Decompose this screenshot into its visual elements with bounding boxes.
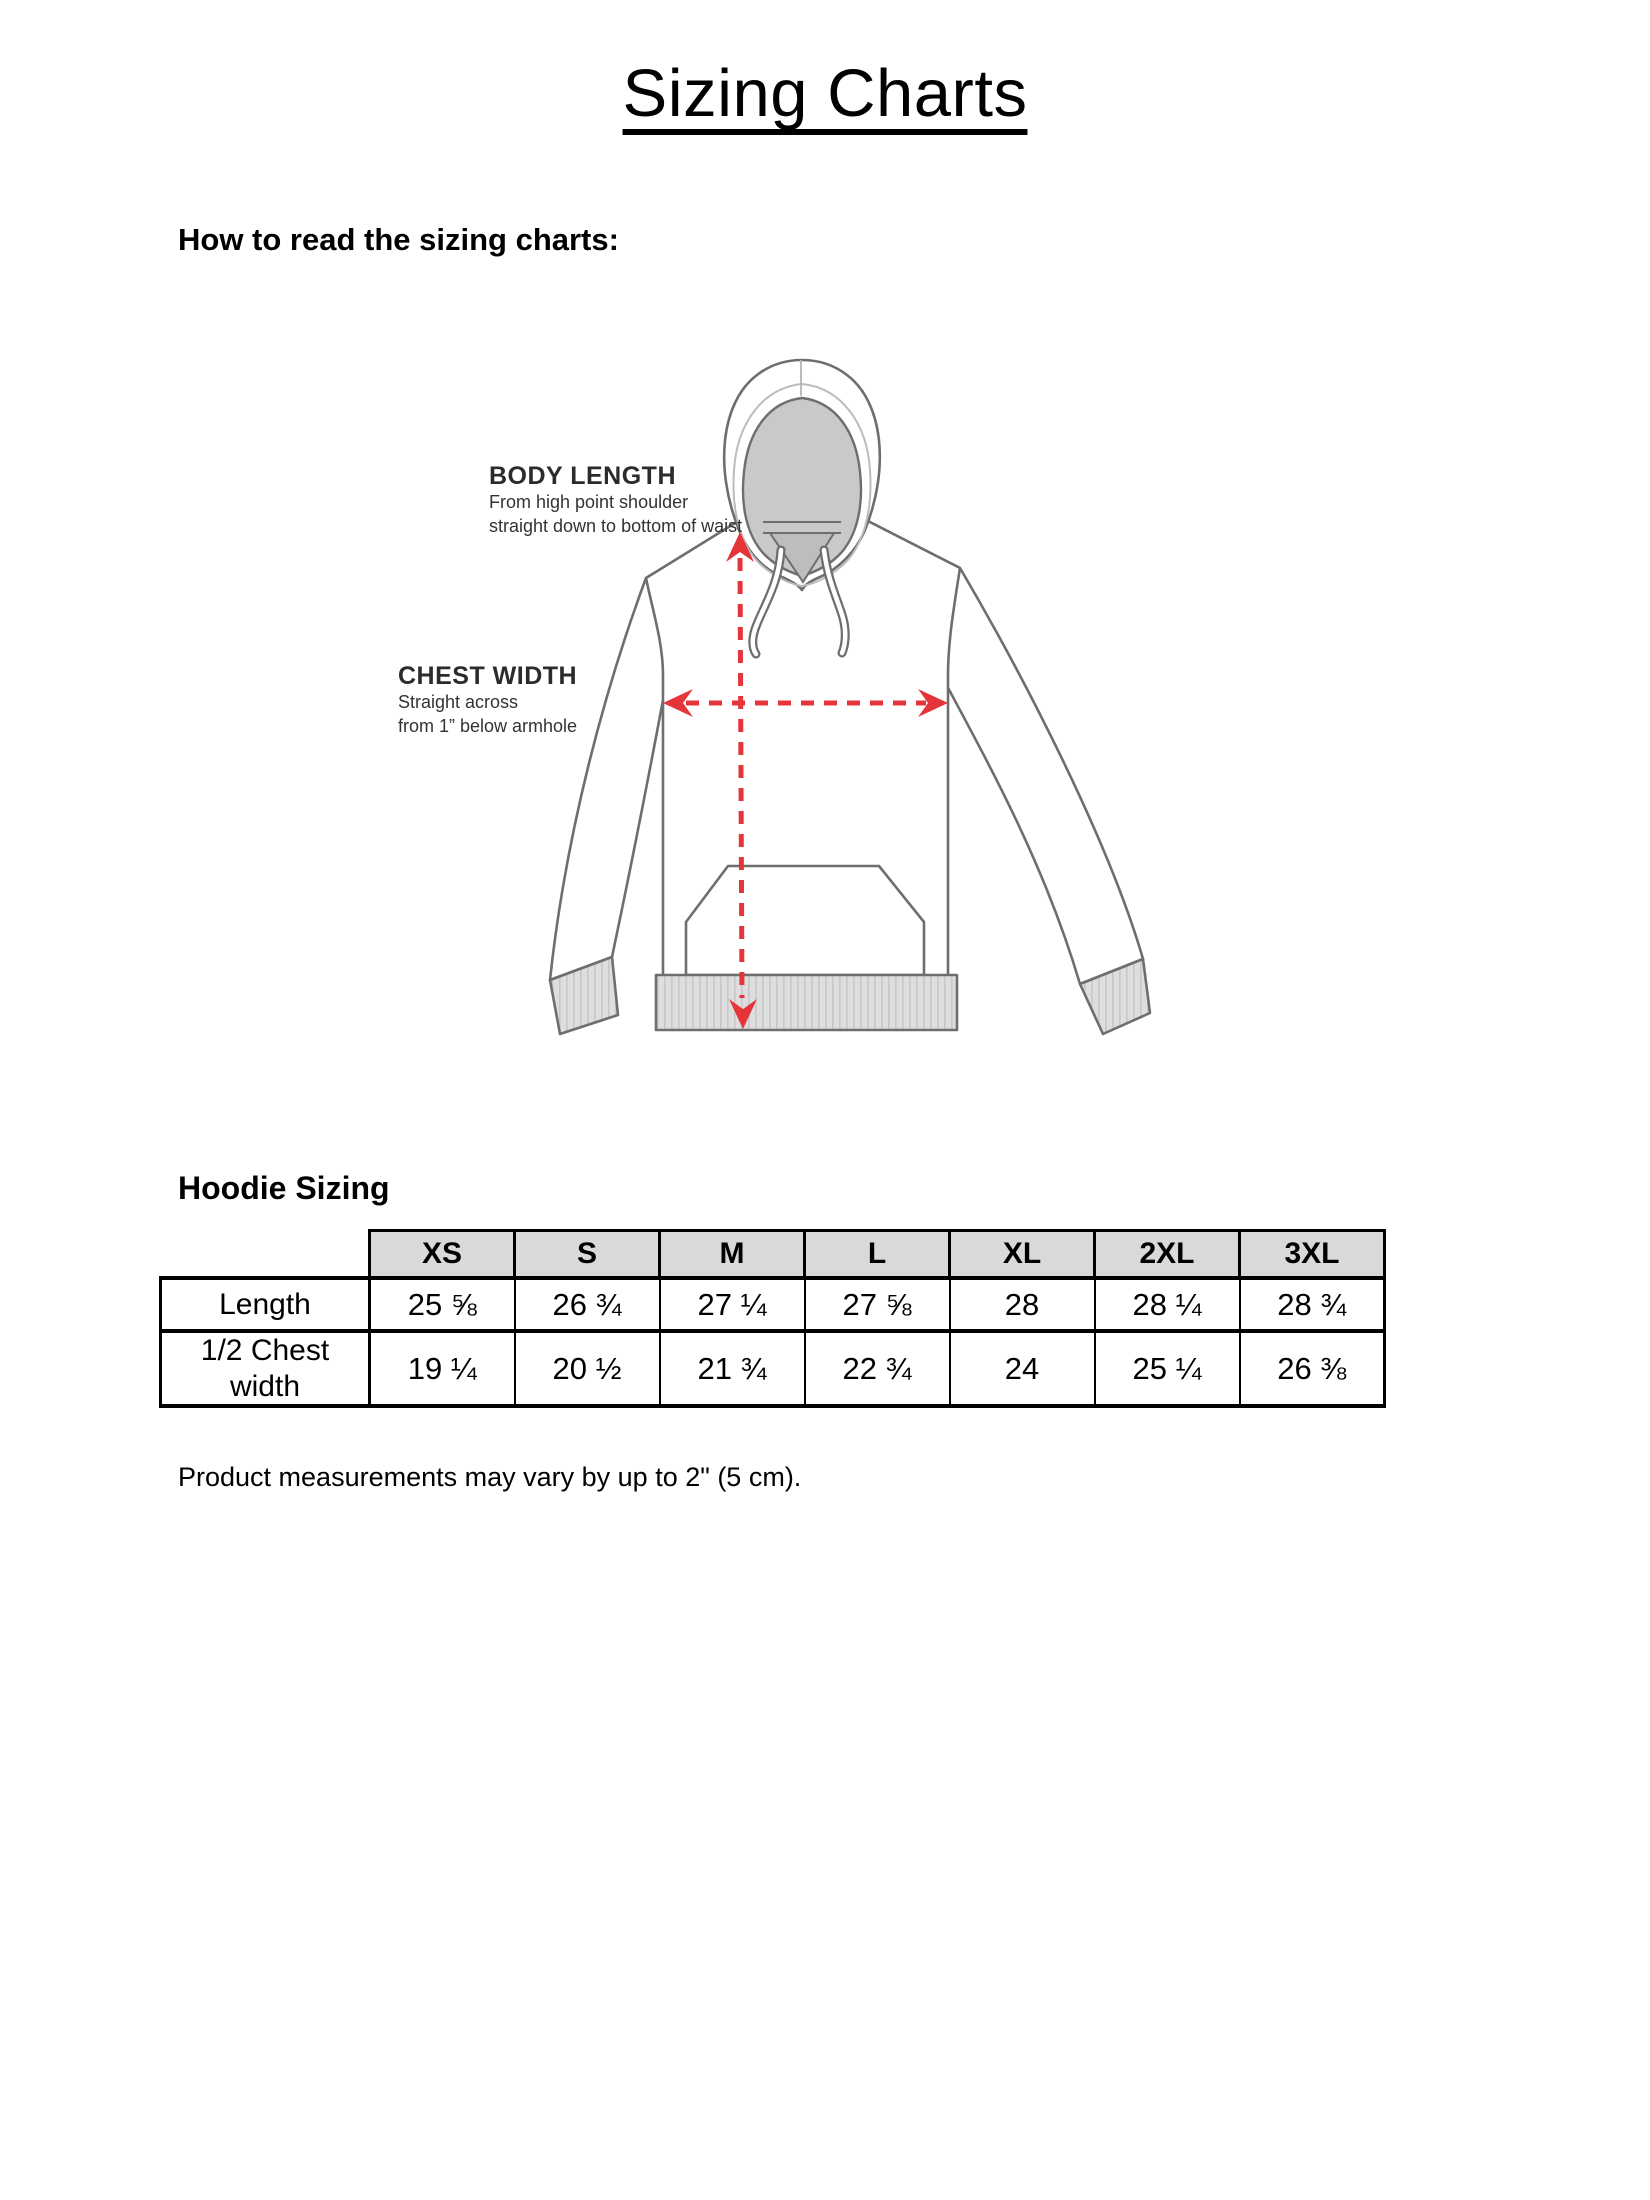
size-column-s: S xyxy=(515,1231,660,1279)
chest-s: 20 ½ xyxy=(515,1331,660,1406)
hoodie-sizing-table xyxy=(159,1229,1386,1408)
body-length-title: BODY LENGTH xyxy=(489,462,676,490)
length-xl: 28 xyxy=(950,1278,1095,1331)
chest-width-line1: Straight across xyxy=(398,691,519,712)
body-length-line1: From high point shoulder xyxy=(489,491,689,512)
size-column-xl: XL xyxy=(950,1231,1095,1279)
length-xs: 25 ⅝ xyxy=(370,1278,515,1331)
size-column-2xl: 2XL xyxy=(1095,1231,1240,1279)
chest-width-line2: from 1” below armhole xyxy=(398,715,578,736)
how-to-heading: How to read the sizing charts: xyxy=(178,222,619,257)
header-spacer xyxy=(161,1231,370,1279)
size-column-l: L xyxy=(805,1231,950,1279)
chest-xs: 19 ¼ xyxy=(370,1331,515,1406)
hoodie-sizing-heading: Hoodie Sizing xyxy=(178,1170,390,1206)
size-header-row xyxy=(161,1231,1385,1279)
size-column-m: M xyxy=(660,1231,805,1279)
size-column-3xl: 3XL xyxy=(1240,1231,1385,1279)
length-m: 27 ¼ xyxy=(660,1278,805,1331)
measurement-note: Product measurements may vary by up to 2" (5 cm). xyxy=(178,1462,802,1492)
row-label-length: Length xyxy=(161,1278,370,1331)
chest-width-callout xyxy=(398,662,577,738)
length-3xl: 28 ¾ xyxy=(1240,1278,1385,1331)
length-s: 26 ¾ xyxy=(515,1278,660,1331)
chest-width-title: CHEST WIDTH xyxy=(398,662,578,690)
length-2xl: 28 ¼ xyxy=(1095,1278,1240,1331)
length-row xyxy=(161,1278,1385,1331)
chest-width-row xyxy=(161,1331,1385,1406)
hoodie-diagram-section xyxy=(0,350,1650,1110)
row-label-chest-width: 1/2 Chest width xyxy=(161,1331,370,1406)
hoodie-diagram xyxy=(500,350,1260,1070)
waistband xyxy=(656,975,957,1030)
chest-m: 21 ¾ xyxy=(660,1331,805,1406)
chest-3xl: 26 ⅜ xyxy=(1240,1331,1385,1406)
kangaroo-pocket xyxy=(686,866,924,975)
chest-l: 22 ¾ xyxy=(805,1331,950,1406)
body-length-callout xyxy=(489,462,742,538)
chest-2xl: 25 ¼ xyxy=(1095,1331,1240,1406)
chest-xl: 24 xyxy=(950,1331,1095,1406)
size-column-xs: XS xyxy=(370,1231,515,1279)
body-length-line2: straight down to bottom of waist xyxy=(489,515,743,536)
page-title: Sizing Charts xyxy=(622,56,1028,131)
length-l: 27 ⅝ xyxy=(805,1278,950,1331)
